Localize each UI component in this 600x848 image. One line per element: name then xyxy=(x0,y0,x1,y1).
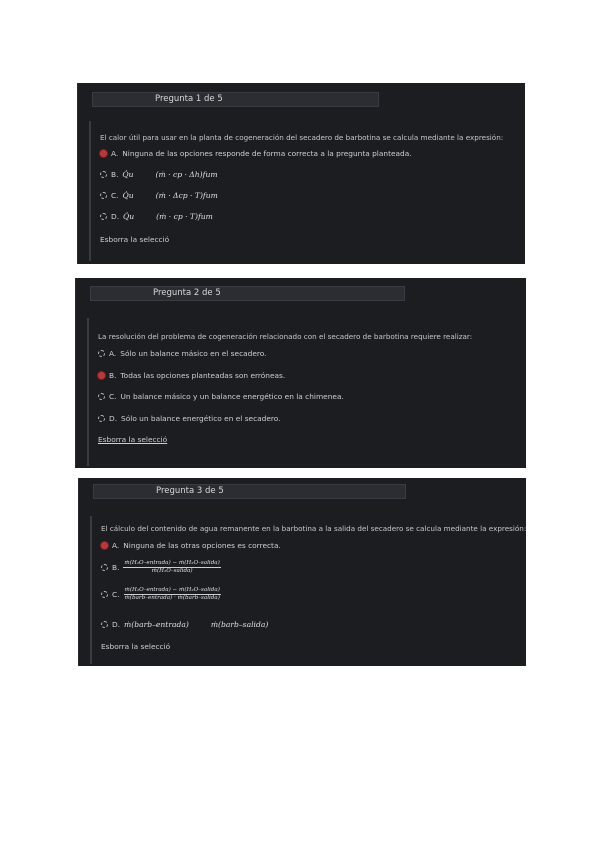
question-header-bar xyxy=(92,92,379,107)
option-text: Todas las opciones planteadas son erróneas. xyxy=(120,371,286,380)
option-d[interactable] xyxy=(101,620,268,629)
option-c[interactable] xyxy=(98,392,344,401)
option-a[interactable] xyxy=(100,149,412,158)
formula-rhs: (ṁ · Δcp · T)fum xyxy=(155,191,218,200)
radio-empty-icon[interactable] xyxy=(98,350,105,357)
option-b[interactable] xyxy=(101,560,221,575)
option-d[interactable] xyxy=(100,212,213,221)
question-header: Pregunta 3 de 5 xyxy=(156,486,224,496)
option-text: Un balance másico y un balance energético en la chimenea. xyxy=(120,392,344,401)
option-letter: B. xyxy=(112,563,120,572)
option-letter: A. xyxy=(111,149,119,158)
formula-lhs: Q̇u xyxy=(122,191,134,200)
radio-empty-icon[interactable] xyxy=(100,213,107,220)
option-text: Sólo un balance másico en el secadero. xyxy=(120,349,267,358)
formula-lhs: Q̇u xyxy=(123,212,135,221)
question-panel-2 xyxy=(75,278,526,468)
formula-lhs: ṁ(barb–entrada) xyxy=(124,620,189,629)
question-text: El cálculo del contenido de agua remanente en la barbotina a la salida del secadero se calcula mediante la expresión: xyxy=(101,524,527,533)
formula-fraction xyxy=(124,587,221,602)
option-b[interactable] xyxy=(100,170,218,179)
option-d[interactable] xyxy=(98,414,281,423)
formula-numerator: ṁ(H₂O–entrada) − ṁ(H₂O–salida) xyxy=(124,560,220,566)
option-letter: C. xyxy=(112,590,120,599)
option-letter: A. xyxy=(109,349,117,358)
radio-empty-icon[interactable] xyxy=(101,591,108,598)
formula-denominator: ṁ(H₂O–salida) xyxy=(151,568,193,574)
radio-empty-icon[interactable] xyxy=(100,171,107,178)
formula-lhs: Q̇u xyxy=(122,170,134,179)
question-header-bar xyxy=(90,286,405,301)
option-text: Ninguna de las opciones responde de forma correcta a la pregunta planteada. xyxy=(122,149,412,158)
formula-numerator: ṁ(H₂O–entrada) − ṁ(H₂O–salida) xyxy=(124,587,220,593)
option-letter: B. xyxy=(109,371,117,380)
option-letter: B. xyxy=(111,170,119,179)
option-c[interactable] xyxy=(101,587,221,602)
question-rail xyxy=(89,121,91,261)
option-a[interactable] xyxy=(98,349,267,358)
option-letter: C. xyxy=(111,191,119,200)
option-letter: D. xyxy=(112,620,121,629)
radio-empty-icon[interactable] xyxy=(101,621,108,628)
option-letter: D. xyxy=(109,414,118,423)
question-rail xyxy=(90,516,92,664)
question-header: Pregunta 1 de 5 xyxy=(155,94,223,104)
option-letter: A. xyxy=(112,541,120,550)
radio-empty-icon[interactable] xyxy=(101,564,108,571)
question-panel-1 xyxy=(77,83,525,264)
radio-empty-icon[interactable] xyxy=(98,415,105,422)
radio-selected-icon[interactable] xyxy=(100,150,107,157)
question-text: El calor útil para usar en la planta de cogeneración del secadero de barbotina se calcula mediante la expresión: xyxy=(100,133,504,142)
clear-selection-link[interactable]: Esborra la selecció xyxy=(101,642,171,651)
question-panel-3 xyxy=(78,478,526,666)
formula-rhs: ṁ(barb–salida) xyxy=(210,620,269,629)
option-letter: D. xyxy=(111,212,120,221)
formula-fraction xyxy=(123,560,220,575)
question-header: Pregunta 2 de 5 xyxy=(153,288,221,298)
option-letter: C. xyxy=(109,392,117,401)
question-rail xyxy=(87,318,89,466)
option-text: Sólo un balance energético en el secadero. xyxy=(121,414,281,423)
radio-empty-icon[interactable] xyxy=(100,192,107,199)
clear-selection-link[interactable]: Esborra la selecció xyxy=(98,435,168,444)
formula-rhs: (ṁ · cp · Δh)fum xyxy=(155,170,218,179)
option-c[interactable] xyxy=(100,191,218,200)
clear-selection-link[interactable]: Esborra la selecció xyxy=(100,235,170,244)
question-header-bar xyxy=(93,484,406,499)
radio-selected-icon[interactable] xyxy=(98,372,105,379)
option-text: Ninguna de las otras opciones es correcta. xyxy=(123,541,281,550)
radio-selected-icon[interactable] xyxy=(101,542,108,549)
formula-denominator: ṁ(barb–entrada) · ṁ(barb–salida) xyxy=(124,595,220,601)
formula-rhs: (ṁ · cp · T)fum xyxy=(156,212,213,221)
question-text: La resolución del problema de cogeneración relacionado con el secadero de barbotina requiere realizar: xyxy=(98,332,473,341)
option-a[interactable] xyxy=(101,541,281,550)
radio-empty-icon[interactable] xyxy=(98,393,105,400)
option-b[interactable] xyxy=(98,371,285,380)
